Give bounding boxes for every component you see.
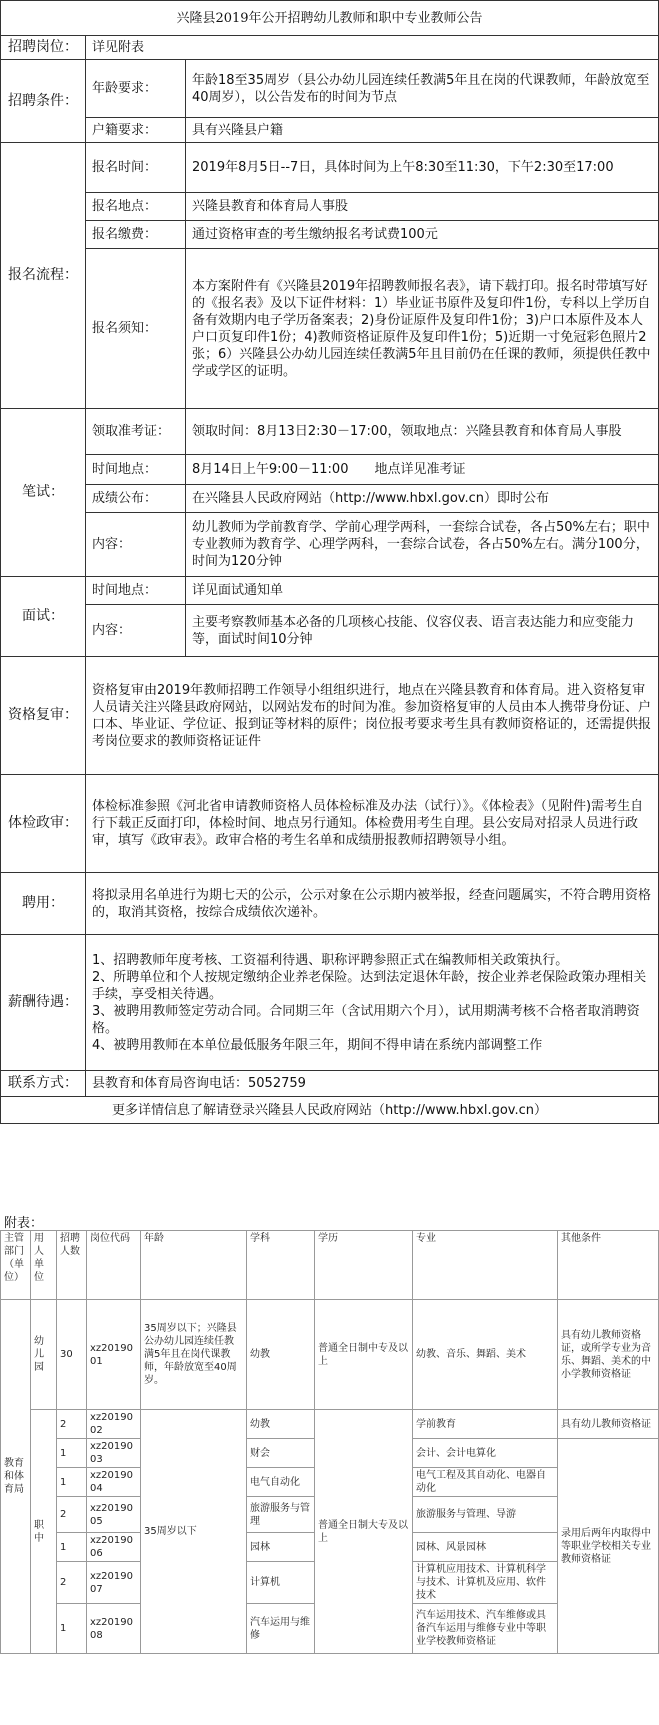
interview-content-value: 主要考察教师基本必备的几项核心技能、仪容仪表、语言表达能力和应变能力等，面试时间10分钟 xyxy=(186,605,659,657)
annex-major: 电气工程及其自动化、电器自动化 xyxy=(413,1468,558,1497)
annex-age: 35周岁以下 xyxy=(141,1410,247,1654)
annex-code: xz2019002 xyxy=(87,1410,141,1439)
annex-code: xz2019001 xyxy=(87,1300,141,1410)
annex-other: 录用后两年内取得中等职业学校相关专业教师资格证 xyxy=(558,1439,659,1654)
annex-table xyxy=(0,1230,659,1654)
reg-notes-value: 本方案附件有《兴隆县2019年招聘教师报名表》，请下载打印。报名时带填写好的《报名表》及以下证件材料：1）毕业证书原件及复印件1份，专科以上学历自备有效期内电子学历备案表；2)身份证原件及复印件1份；3)户口本原件及本人户口页复印件1份；4)教师资格证原件及复印件1份；5)近期一寸免冠彩色照片2张；6）兴隆县公办幼儿园连续任教满5年且目前仍在任课的教师，须提供任教中学或学区的证明。 xyxy=(186,249,659,409)
salary-label: 薪酬待遇： xyxy=(1,935,86,1071)
annex-header: 用人单位 xyxy=(31,1231,57,1300)
annex-major: 园林、风景园林 xyxy=(413,1533,558,1562)
physical-label: 体检政审： xyxy=(1,775,86,873)
annex-other: 具有幼儿教师资格证，或所学专业为音乐、舞蹈、美术的中小学教师资格证 xyxy=(558,1300,659,1410)
annex-subject: 幼教 xyxy=(247,1410,315,1439)
annex-subject: 汽车运用与维修 xyxy=(247,1604,315,1654)
annex-unit: 职中 xyxy=(31,1410,57,1654)
annex-count: 2 xyxy=(57,1562,87,1604)
annex-major: 幼教、音乐、舞蹈、美术 xyxy=(413,1300,558,1410)
review-value: 资格复审由2019年教师招聘工作领导小组组织进行，地点在兴隆县教育和体育局。进入资格复审人员请关注兴隆县政府网站，以网站发布的时间为准。参加资格复审的人员由本人携带身份证、户口本、毕业证、学位证、报到证等材料的原件；岗位报考要求考生具有教师资格证的，还需提供报考岗位要求的教师资格证证件 xyxy=(86,657,659,775)
contact-label: 联系方式： xyxy=(1,1071,86,1097)
review-label: 资格复审： xyxy=(1,657,86,775)
annex-count: 1 xyxy=(57,1439,87,1468)
reg-fee-label: 报名缴费： xyxy=(86,221,186,249)
position-value: 详见附表 xyxy=(86,36,659,60)
annex-header: 年龄 xyxy=(141,1231,247,1300)
score-value: 在兴隆县人民政府网站（http://www.hbxl.gov.cn）即时公布 xyxy=(186,485,659,513)
annex-other: 具有幼儿教师资格证 xyxy=(558,1410,659,1439)
written-label: 笔试： xyxy=(1,409,86,577)
annex-header: 招聘人数 xyxy=(57,1231,87,1300)
contact-value: 县教育和体育局咨询电话：5052759 xyxy=(86,1071,659,1097)
annex-code: xz2019006 xyxy=(87,1533,141,1562)
reg-place-label: 报名地点： xyxy=(86,193,186,221)
annex-subject: 电气自动化 xyxy=(247,1468,315,1497)
annex-header: 专业 xyxy=(413,1231,558,1300)
annex-code: xz2019008 xyxy=(87,1604,141,1654)
score-label: 成绩公布： xyxy=(86,485,186,513)
annex-row-kindergarten xyxy=(1,1300,659,1410)
annex-subject: 园林 xyxy=(247,1533,315,1562)
annex-subject: 旅游服务与管理 xyxy=(247,1497,315,1533)
annex-header-row xyxy=(1,1231,659,1300)
written-time-label: 时间地点： xyxy=(86,455,186,485)
reg-place-value: 兴隆县教育和体育局人事股 xyxy=(186,193,659,221)
annex-count: 2 xyxy=(57,1410,87,1439)
annex-count: 30 xyxy=(57,1300,87,1410)
hukou-value: 具有兴隆县户籍 xyxy=(186,118,659,143)
annex-edu: 普通全日制大专及以上 xyxy=(315,1410,413,1654)
annex-header: 学科 xyxy=(247,1231,315,1300)
annex-major: 学前教育 xyxy=(413,1410,558,1439)
annex-unit: 幼儿园 xyxy=(31,1300,57,1410)
more-info: 更多详情信息了解请登录兴隆县人民政府网站（http://www.hbxl.gov.cn） xyxy=(1,1097,659,1124)
ticket-label: 领取准考证： xyxy=(86,409,186,455)
hire-value: 将拟录用名单进行为期七天的公示，公示对象在公示期内被举报，经查问题属实，不符合聘用资格的，取消其资格，按综合成绩依次递补。 xyxy=(86,873,659,935)
conditions-label: 招聘条件： xyxy=(1,60,86,143)
annex-header: 学历 xyxy=(315,1231,413,1300)
age-label: 年龄要求： xyxy=(86,60,186,118)
page-title: 兴隆县2019年公开招聘幼儿教师和职中专业教师公告 xyxy=(1,1,659,36)
interview-label: 面试： xyxy=(1,577,86,657)
annex-count: 1 xyxy=(57,1468,87,1497)
annex-subject: 幼教 xyxy=(247,1300,315,1410)
written-content-label: 内容： xyxy=(86,513,186,577)
annex-count: 1 xyxy=(57,1604,87,1654)
annex-major: 会计、会计电算化 xyxy=(413,1439,558,1468)
annex-count: 2 xyxy=(57,1497,87,1533)
annex-major: 旅游服务与管理、导游 xyxy=(413,1497,558,1533)
annex-subject: 计算机 xyxy=(247,1562,315,1604)
annex-subject: 财会 xyxy=(247,1439,315,1468)
annex-count: 1 xyxy=(57,1533,87,1562)
annex-major: 汽车运用技术、汽车维修或具备汽车运用与维修专业中等职业学校教师资格证 xyxy=(413,1604,558,1654)
annex-edu: 普通全日制中专及以上 xyxy=(315,1300,413,1410)
annex-major: 计算机应用技术、计算机科学与技术、计算机及应用、软件技术 xyxy=(413,1562,558,1604)
physical-value: 体检标准参照《河北省申请教师资格人员体检标准及办法（试行）》。《体检表》（见附件)需考生自行下载正反面打印，体检时间、地点另行通知。体检费用考生自理。县公安局对招录人员进行政审，填写《政审表》。政审合格的考生名单和成绩册报教师招聘领导小组。 xyxy=(86,775,659,873)
annex-age: 35周岁以下；兴隆县公办幼儿园连续任教满5年且在岗代课教师，年龄放宽至40周岁。 xyxy=(141,1300,247,1410)
written-time-value: 8月14日上午9:00－11:00 地点详见准考证 xyxy=(186,455,659,485)
annex-label: 附表： xyxy=(4,1216,44,1231)
reg-time-value: 2019年8月5日--7日，具体时间为上午8:30至11:30，下午2:30至17:00 xyxy=(186,143,659,193)
annex-code: xz2019004 xyxy=(87,1468,141,1497)
interview-time-value: 详见面试通知单 xyxy=(186,577,659,605)
reg-fee-value: 通过资格审查的考生缴纳报名考试费100元 xyxy=(186,221,659,249)
annex-dept: 教育和体育局 xyxy=(1,1300,31,1654)
annex-row xyxy=(1,1410,659,1439)
annex-code: xz2019005 xyxy=(87,1497,141,1533)
registration-label: 报名流程： xyxy=(1,143,86,409)
age-value: 年龄18至35周岁（县公办幼儿园连续任教满5年且在岗的代课教师，年龄放宽至40周岁），以公告发布的时间为节点 xyxy=(186,60,659,118)
reg-notes-label: 报名须知： xyxy=(86,249,186,409)
annex-header: 其他条件 xyxy=(558,1231,659,1300)
annex-header: 岗位代码 xyxy=(87,1231,141,1300)
annex-code: xz2019007 xyxy=(87,1562,141,1604)
position-label: 招聘岗位： xyxy=(1,36,86,60)
reg-time-label: 报名时间： xyxy=(86,143,186,193)
ticket-value: 领取时间：8月13日2:30－17:00，领取地点：兴隆县教育和体育局人事股 xyxy=(186,409,659,455)
hire-label: 聘用： xyxy=(1,873,86,935)
annex-header: 主管部门（单位） xyxy=(1,1231,31,1300)
interview-content-label: 内容： xyxy=(86,605,186,657)
salary-value: 1、招聘教师年度考核、工资福利待遇、职称评聘参照正式在编教师相关政策执行。 2、所聘单位和个人按规定缴纳企业养老保险。达到法定退休年龄，按企业养老保险政策办理相关手续，享受相关待遇。 3、被聘用教师签定劳动合同。合同期三年（含试用期六个月），试用期满考核不合格者取消聘资格。 4、被聘用教师在本单位最低服务年限三年，期间不得申请在系统内部调整工作 xyxy=(86,935,659,1071)
interview-time-label: 时间地点： xyxy=(86,577,186,605)
hukou-label: 户籍要求： xyxy=(86,118,186,143)
annex-code: xz2019003 xyxy=(87,1439,141,1468)
written-content-value: 幼儿教师为学前教育学、学前心理学两科，一套综合试卷，各占50%左右；职中专业教师为教育学、心理学两科，一套综合试卷，各占50%左右。满分100分，时间为120分钟 xyxy=(186,513,659,577)
